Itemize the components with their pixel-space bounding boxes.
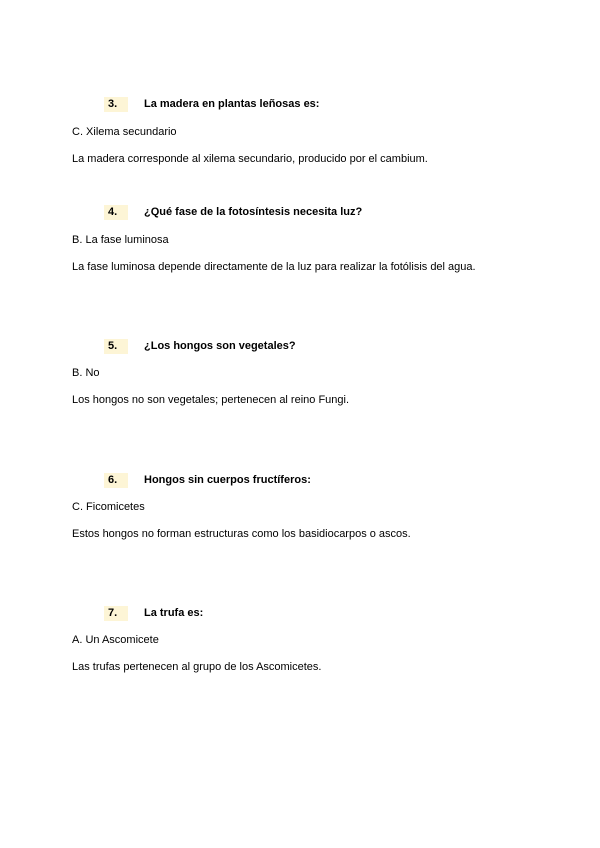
question-text: ¿Los hongos son vegetales? xyxy=(144,340,296,352)
question-number: 3. xyxy=(104,97,128,112)
explanation-text: Los hongos no son vegetales; pertenecen al reino Fungi. xyxy=(72,394,350,406)
question-text: ¿Qué fase de la fotosíntesis necesita luz? xyxy=(144,206,363,218)
answer-text: C. Xilema secundario xyxy=(72,126,177,138)
explanation-text: La fase luminosa depende directamente de la luz para realizar la fotólisis del agua. xyxy=(72,261,476,273)
question-text: Hongos sin cuerpos fructíferos: xyxy=(144,474,311,486)
question-heading xyxy=(0,606,600,622)
question-heading xyxy=(0,339,600,355)
question-number: 7. xyxy=(104,606,128,621)
answer-text: A. Un Ascomicete xyxy=(72,634,159,646)
question-number: 5. xyxy=(104,339,128,354)
answer-text: B. No xyxy=(72,367,100,379)
question-text: La madera en plantas leñosas es: xyxy=(144,98,320,110)
question-number: 6. xyxy=(104,473,128,488)
answer-text: C. Ficomicetes xyxy=(72,501,145,513)
question-heading xyxy=(0,97,600,113)
question-number: 4. xyxy=(104,205,128,220)
question-heading xyxy=(0,205,600,221)
explanation-text: Las trufas pertenecen al grupo de los Ascomicetes. xyxy=(72,661,322,673)
question-text: La trufa es: xyxy=(144,607,204,619)
question-heading xyxy=(0,473,600,489)
explanation-text: La madera corresponde al xilema secundario, producido por el cambium. xyxy=(72,153,428,165)
answer-text: B. La fase luminosa xyxy=(72,234,169,246)
explanation-text: Estos hongos no forman estructuras como los basidiocarpos o ascos. xyxy=(72,528,411,540)
